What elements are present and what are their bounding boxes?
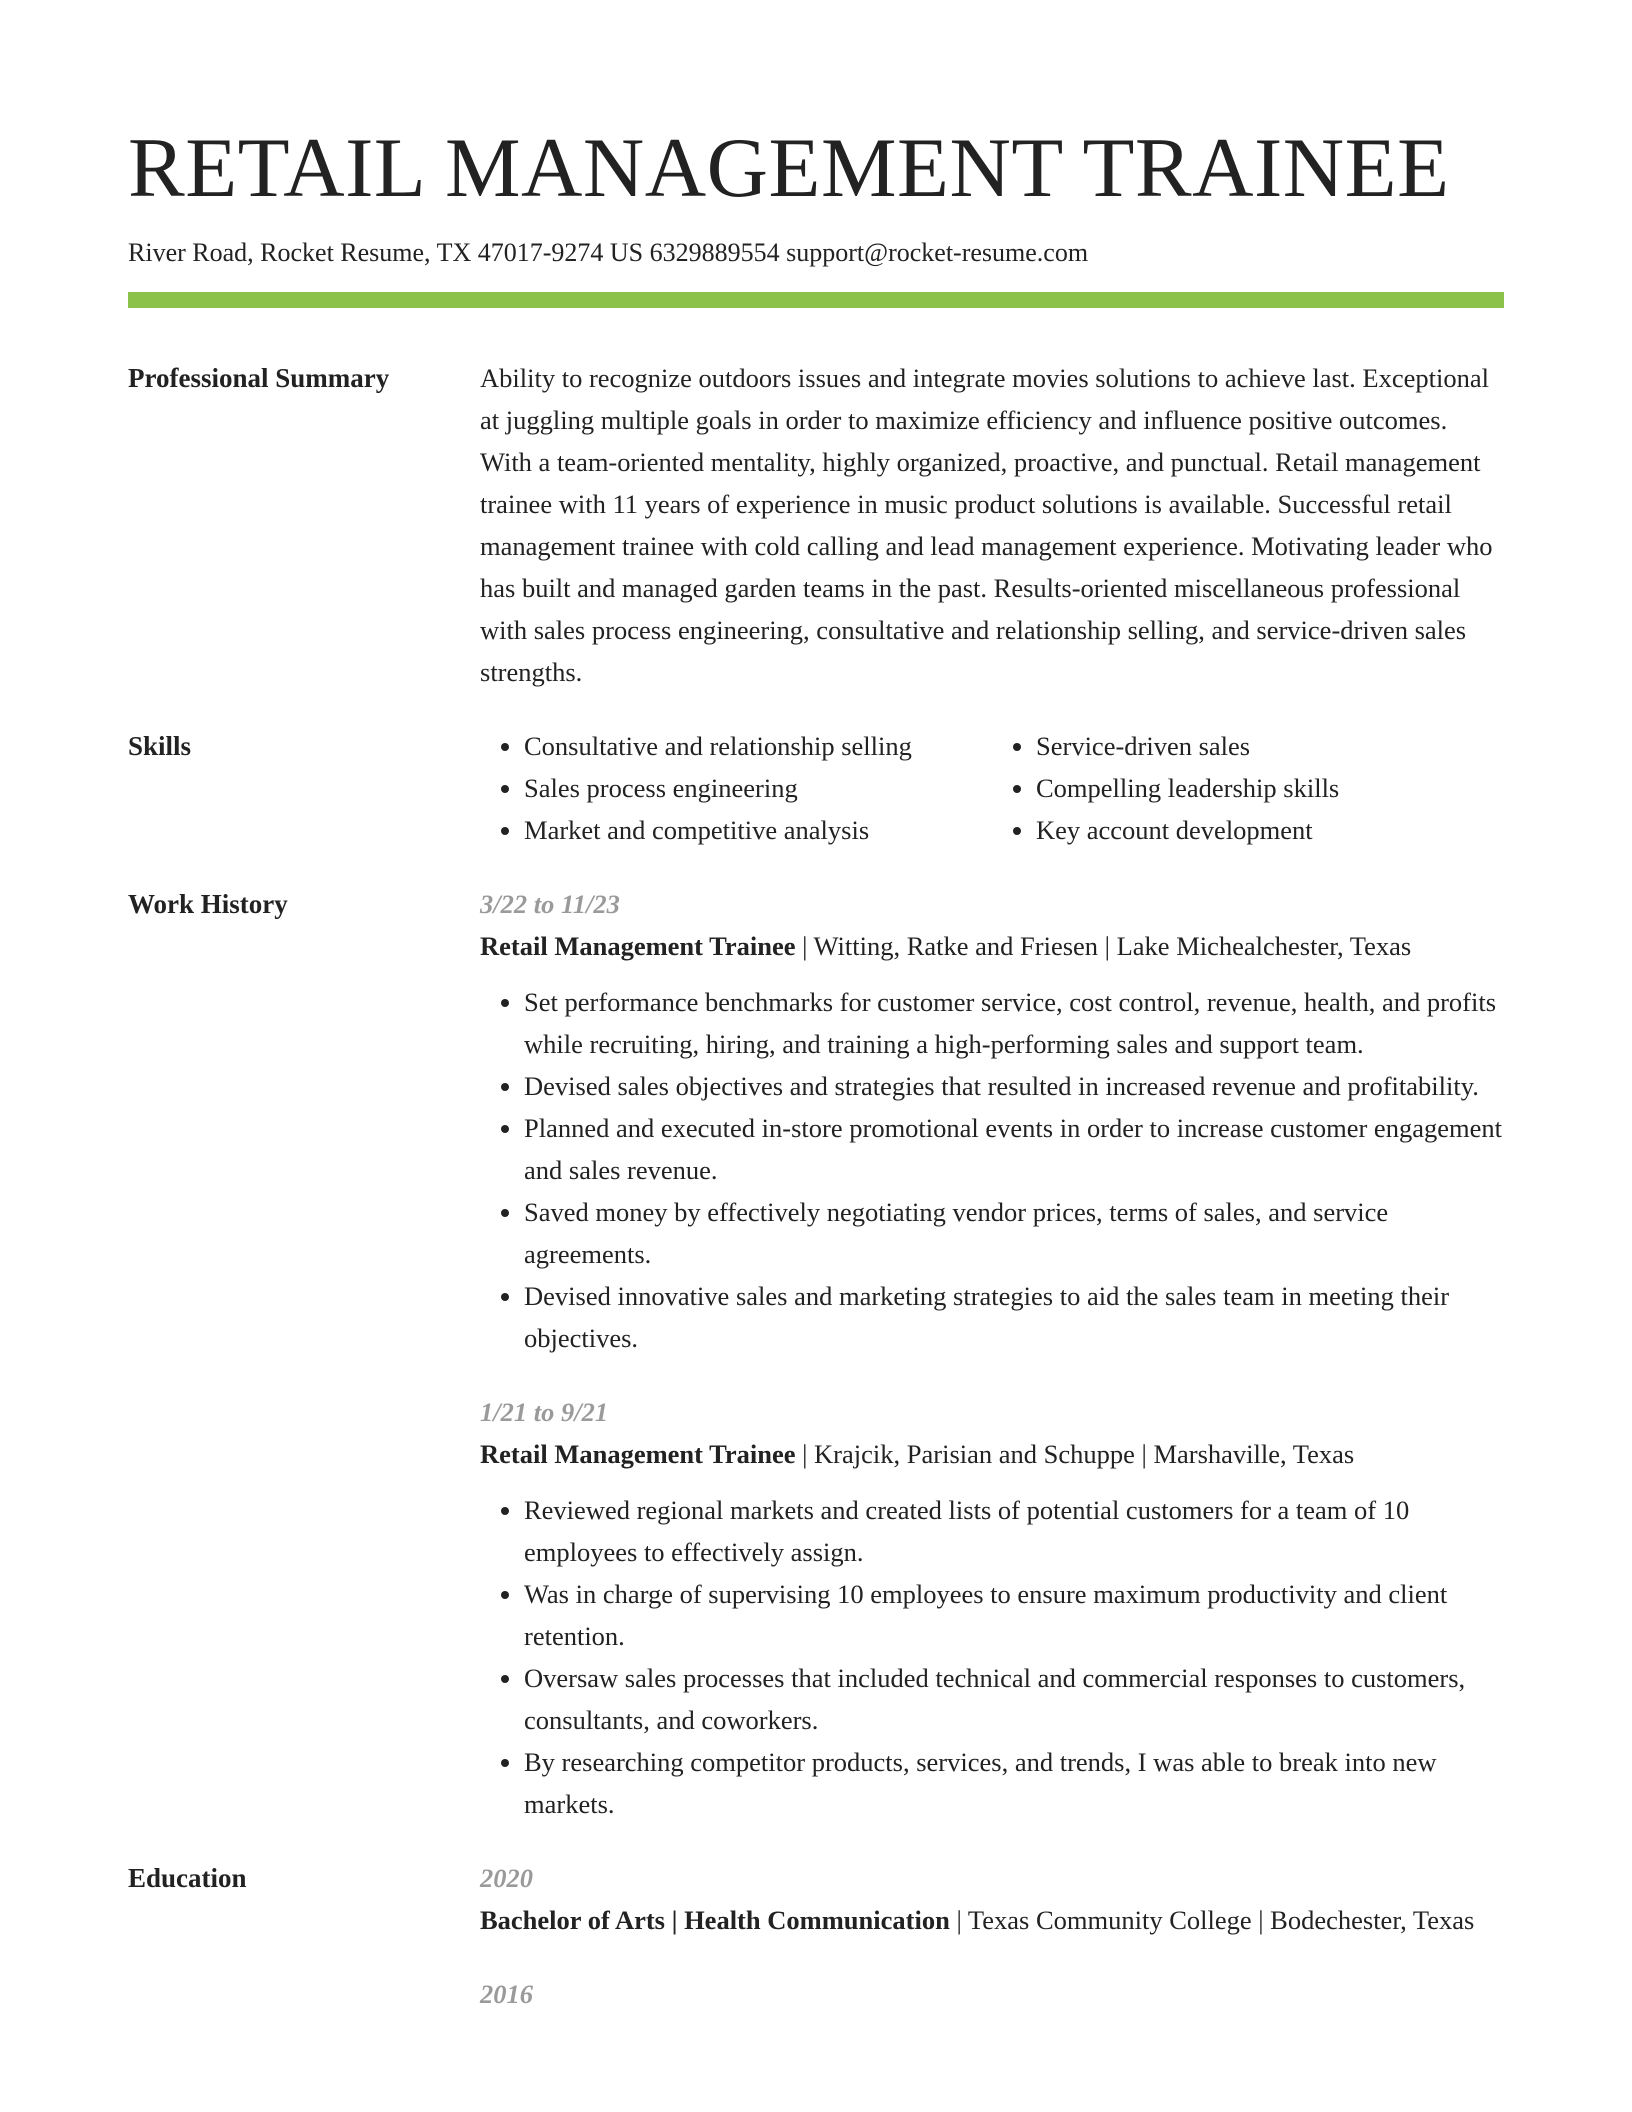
summary-text: Ability to recognize outdoors issues and integrate movies solutions to achieve last. Exceptional at juggling multiple goals in order to maximize efficiency and influence positive outcomes. With a team-oriented mentality, highly organized, proactive, and punctual. Retail management trainee with 11 years of experience in music product solutions is available. Successful retail management trainee with cold calling and lead management experience. Motivating leader who has built and managed garden teams in the past. Results-oriented miscellaneous professional with sales process engineering, consultative and relationship selling, and service-driven sales strengths.	[480, 363, 1493, 687]
job-bullet: • Devised innovative sales and marketing strategies to aid the sales team in meeting their objectives.	[524, 1275, 1504, 1359]
job-bullet: • Set performance benchmarks for customer service, cost control, revenue, health, and profits while recruiting, hiring, and training a high-performing sales and support team.	[524, 981, 1504, 1065]
job-entry	[480, 883, 1504, 1359]
job-bullet: • Devised sales objectives and strategies that resulted in increased revenue and profitability.	[524, 1065, 1504, 1107]
education-year: 2020	[480, 1863, 533, 1893]
job-employer-location: | Witting, Ratke and Friesen | Lake Michealchester, Texas	[795, 931, 1412, 961]
job-employer-location: | Krajcik, Parisian and Schuppe | Marshaville, Texas	[795, 1439, 1355, 1469]
education-body	[480, 1857, 1504, 2015]
school-location: | Texas Community College | Bodechester, Texas	[949, 1905, 1475, 1935]
education-entry	[480, 1973, 1504, 2015]
resume-page	[128, 0, 1504, 2015]
skill-item: • Sales process engineering	[524, 767, 992, 809]
contact-line: River Road, Rocket Resume, TX 47017-9274 US 6329889554 support@rocket-resume.com	[128, 238, 1089, 267]
skill-item: • Compelling leadership skills	[1036, 767, 1504, 809]
section-heading-skills: Skills	[128, 731, 192, 761]
section-heading-work-history: Work History	[128, 889, 288, 919]
work-history-section	[128, 883, 1504, 1825]
skill-item: • Service-driven sales	[1036, 725, 1504, 767]
education-year: 2016	[480, 1979, 533, 2009]
job-heading	[480, 1433, 1504, 1475]
work-history-body	[480, 883, 1504, 1825]
job-bullet: • Saved money by effectively negotiating vendor prices, terms of sales, and service agreements.	[524, 1191, 1504, 1275]
skill-item: • Key account development	[1036, 809, 1504, 851]
job-bullet: • Oversaw sales processes that included technical and commercial responses to customers, consultants, and coworkers.	[524, 1657, 1504, 1741]
summary-section	[128, 357, 1504, 693]
job-bullets	[480, 1489, 1504, 1825]
education-entry	[480, 1857, 1504, 1941]
job-entry	[480, 1391, 1504, 1825]
skill-item: • Consultative and relationship selling	[524, 725, 992, 767]
job-bullet: • Was in charge of supervising 10 employees to ensure maximum productivity and client retention.	[524, 1573, 1504, 1657]
job-bullet: • Planned and executed in-store promotional events in order to increase customer engagement and sales revenue.	[524, 1107, 1504, 1191]
job-bullet: • Reviewed regional markets and created lists of potential customers for a team of 10 employees to effectively assign.	[524, 1489, 1504, 1573]
accent-divider	[128, 292, 1504, 308]
section-heading-summary: Professional Summary	[128, 363, 390, 393]
job-bullets	[480, 981, 1504, 1359]
job-heading	[480, 925, 1504, 967]
skills-section	[128, 725, 1504, 851]
job-dates: 3/22 to 11/23	[480, 889, 620, 919]
job-title: Retail Management Trainee	[480, 931, 796, 961]
degree-title: Bachelor of Arts | Health Communication	[480, 1905, 950, 1935]
education-section	[128, 1857, 1504, 2015]
resume-title: RETAIL MANAGEMENT TRAINEE	[128, 121, 1450, 215]
skills-column-left	[480, 725, 992, 851]
job-dates: 1/21 to 9/21	[480, 1397, 609, 1427]
skills-body	[480, 725, 1504, 851]
job-bullet: • By researching competitor products, services, and trends, I was able to break into new markets.	[524, 1741, 1504, 1825]
skills-column-right	[992, 725, 1504, 851]
skill-item: • Market and competitive analysis	[524, 809, 992, 851]
job-title: Retail Management Trainee	[480, 1439, 796, 1469]
education-heading	[480, 1899, 1504, 1941]
section-heading-education: Education	[128, 1863, 247, 1893]
